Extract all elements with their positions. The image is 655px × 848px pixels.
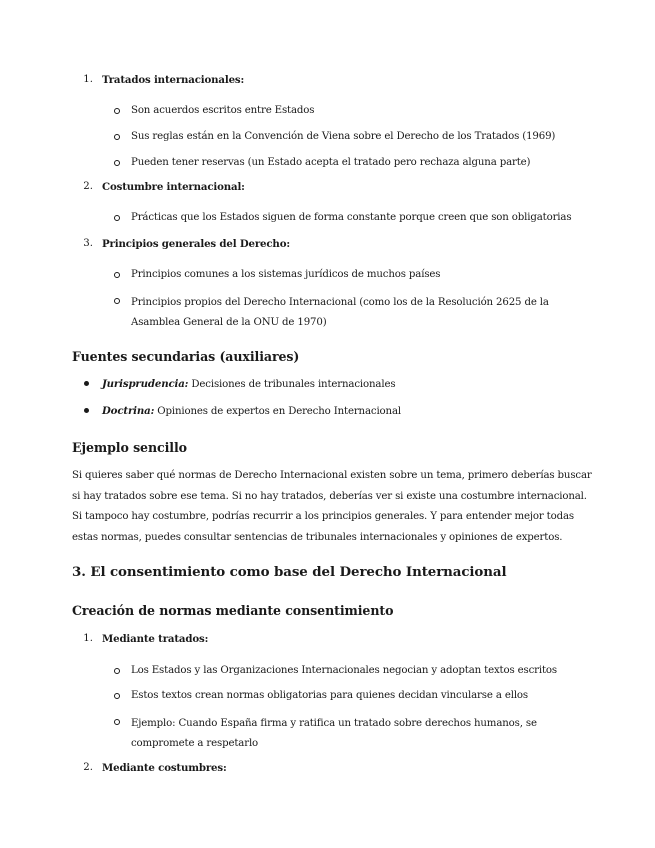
list-number: 3. (83, 238, 93, 249)
circle-bullet-icon (114, 160, 120, 166)
section-heading: Ejemplo sencillo (72, 440, 187, 455)
circle-bullet-icon (114, 272, 120, 278)
list-subitem: Sus reglas están en la Convención de Viena sobre el Derecho de los Tratados (1969) (131, 131, 556, 142)
list-item-title: Mediante tratados: (102, 633, 209, 645)
circle-bullet-icon (114, 108, 120, 114)
example-paragraph: Si quieres saber qué normas de Derecho Internacional existen sobre un tema, primero deberías buscar si hay tratados sobre ese tema. Si no hay tratados, deberías ver si existe una costumbre internacional. Si tampoco hay costumbre, podrías recurrir a los principios generales. Y para entender mejor todas estas normas, puedes consultar sentencias de tribunales internacionales y opiniones de expertos. (72, 470, 592, 543)
circle-bullet-icon (114, 719, 120, 725)
list-item (102, 404, 401, 419)
circle-bullet-icon (114, 134, 120, 140)
list-number: 1. (83, 633, 93, 644)
list-item-title: Principios generales del Derecho: (102, 238, 290, 250)
list-subitem: Los Estados y las Organizaciones Internacionales negocian y adoptan textos escritos (131, 665, 557, 676)
circle-bullet-icon (114, 693, 120, 699)
list-item-term: Jurisprudencia: (102, 378, 189, 390)
list-item-title: Tratados internacionales: (102, 74, 245, 86)
bullet-icon (84, 408, 89, 413)
list-item-text: Decisiones de tribunales internacionales (188, 379, 396, 390)
list-item-term: Doctrina: (102, 405, 155, 417)
circle-bullet-icon (114, 298, 120, 304)
list-subitem: Principios propios del Derecho Internacional (como los de la Resolución 2625 de la Asamblea General de la ONU de 1970) (131, 297, 549, 328)
list-item-title: Costumbre internacional: (102, 181, 245, 193)
list-subitem: Prácticas que los Estados siguen de forma constante porque creen que son obligatorias (131, 212, 572, 223)
list-subitem: Son acuerdos escritos entre Estados (131, 105, 315, 116)
circle-bullet-icon (114, 668, 120, 674)
list-number: 2. (83, 762, 93, 773)
list-subitem: Ejemplo: Cuando España firma y ratifica un tratado sobre derechos humanos, se compromete a respetarlo (131, 718, 537, 749)
list-number: 1. (83, 74, 93, 85)
list-item-text: Opiniones de expertos en Derecho Internacional (154, 406, 401, 417)
section-title: 3. El consentimiento como base del Derecho Internacional (72, 564, 507, 580)
circle-bullet-icon (114, 215, 120, 221)
bullet-icon (84, 381, 89, 386)
section-subheading: Creación de normas mediante consentimiento (72, 603, 394, 618)
list-item (102, 377, 395, 392)
list-item-title: Mediante costumbres: (102, 762, 227, 774)
list-number: 2. (83, 181, 93, 192)
list-subitem: Pueden tener reservas (un Estado acepta el tratado pero rechaza alguna parte) (131, 157, 531, 168)
section-heading: Fuentes secundarias (auxiliares) (72, 349, 300, 364)
list-subitem: Estos textos crean normas obligatorias para quienes decidan vincularse a ellos (131, 690, 528, 701)
list-subitem: Principios comunes a los sistemas jurídicos de muchos países (131, 269, 441, 280)
